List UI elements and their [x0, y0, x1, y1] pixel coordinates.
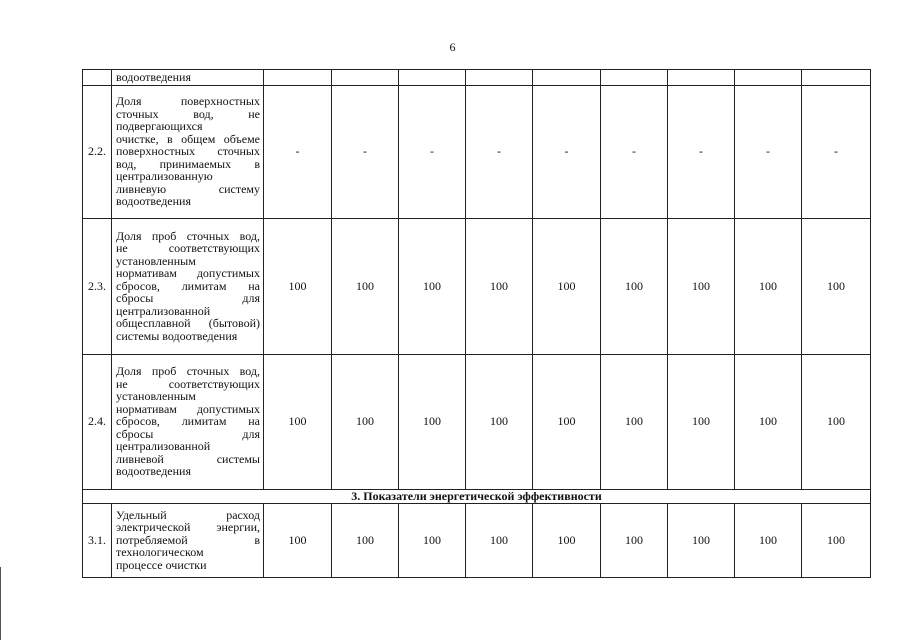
description-line: водоотведения: [116, 194, 191, 209]
value-cell: 100: [735, 218, 802, 354]
row-number-cell: 2.2.: [83, 85, 112, 218]
value-cell: 100: [533, 354, 601, 489]
value-cell: 100: [264, 354, 332, 489]
value-cell: -: [466, 85, 533, 218]
description-line: подвергающихся: [116, 119, 203, 134]
section-header-row: [83, 489, 871, 503]
description-line: сбросы для: [116, 426, 260, 441]
row-number-cell: 2.3.: [83, 218, 112, 354]
description-line: очистке, в общем объеме: [116, 131, 260, 146]
value-cell: 100: [466, 503, 533, 577]
value-cell: -: [735, 85, 802, 218]
description-line: ливневую систему: [116, 181, 260, 196]
table-row: [83, 85, 871, 218]
value-cell: 100: [668, 503, 735, 577]
value-cell: -: [802, 85, 871, 218]
row-description-cell: [112, 85, 264, 218]
value-cell: -: [264, 85, 332, 218]
value-cell: 100: [264, 218, 332, 354]
value-cell: 100: [533, 218, 601, 354]
value-cell: 100: [601, 503, 668, 577]
value-cell: 100: [735, 354, 802, 489]
description-line: установленным: [116, 389, 196, 404]
description-line: сточных вод, не: [116, 106, 260, 121]
value-cell: 100: [466, 354, 533, 489]
description-line: централизованную: [116, 169, 213, 184]
scan-edge-mark: [0, 567, 1, 640]
value-cell: -: [668, 85, 735, 218]
row-description-cell: [112, 354, 264, 489]
row-description-cell: [112, 218, 264, 354]
value-cell: -: [399, 85, 466, 218]
value-cell: [466, 70, 533, 86]
value-cell: -: [533, 85, 601, 218]
value-cell: 100: [466, 218, 533, 354]
description-line: общесплавной (бытовой): [116, 316, 260, 331]
description-line: поверхностных сточных: [116, 144, 260, 159]
description-line: технологическом: [116, 545, 204, 560]
value-cell: 100: [668, 218, 735, 354]
description-line: электрической энергии,: [116, 520, 260, 535]
description-line: сбросов, лимитам на: [116, 414, 260, 429]
value-cell: 100: [332, 503, 399, 577]
description-line: Доля проб сточных вод,: [116, 228, 260, 243]
value-cell: -: [601, 85, 668, 218]
value-cell: 100: [802, 503, 871, 577]
value-cell: 100: [802, 218, 871, 354]
description-line: установленным: [116, 253, 196, 268]
description-line: системы водоотведения: [116, 328, 238, 343]
value-cell: [533, 70, 601, 86]
description-line: нормативам допустимых: [116, 401, 260, 416]
value-cell: 100: [399, 503, 466, 577]
indicators-table: [82, 69, 871, 578]
value-cell: [264, 70, 332, 86]
table-row: [83, 70, 871, 86]
page-number: 6: [449, 40, 456, 54]
value-cell: [332, 70, 399, 86]
value-cell: 100: [533, 503, 601, 577]
value-cell: [668, 70, 735, 86]
value-cell: [601, 70, 668, 86]
description-line: не соответствующих: [116, 241, 260, 256]
description-line: централизованной: [116, 439, 211, 454]
value-cell: 100: [668, 354, 735, 489]
table-row: [83, 354, 871, 489]
value-cell: 100: [264, 503, 332, 577]
description-line: Доля поверхностных: [116, 94, 260, 109]
section-title: 3. Показатели энергетической эффективности: [83, 489, 871, 503]
description-line: вод, принимаемых в: [116, 156, 260, 171]
description-line: ливневой системы: [116, 451, 260, 466]
value-cell: 100: [601, 354, 668, 489]
description-line: нормативам допустимых: [116, 266, 260, 281]
value-cell: [802, 70, 871, 86]
row-description-cell: водоотведения: [112, 70, 264, 86]
value-cell: [399, 70, 466, 86]
value-cell: -: [332, 85, 399, 218]
description-line: Удельный расход: [116, 507, 260, 522]
description-line: потребляемой в: [116, 532, 260, 547]
row-description-cell: [112, 503, 264, 577]
description-line: Доля проб сточных вод,: [116, 364, 260, 379]
description-line: не соответствующих: [116, 376, 260, 391]
description-line: сбросы для: [116, 291, 260, 306]
row-number-cell: [83, 70, 112, 86]
table-row: [83, 218, 871, 354]
value-cell: 100: [332, 218, 399, 354]
value-cell: 100: [332, 354, 399, 489]
value-cell: 100: [399, 354, 466, 489]
value-cell: 100: [802, 354, 871, 489]
description-line: процессе очистки: [116, 557, 207, 572]
value-cell: 100: [601, 218, 668, 354]
value-cell: [735, 70, 802, 86]
value-cell: 100: [399, 218, 466, 354]
description-line: водоотведения: [116, 464, 191, 479]
row-number-cell: 3.1.: [83, 503, 112, 577]
description-line: сбросов, лимитам на: [116, 278, 260, 293]
description-line: централизованной: [116, 303, 211, 318]
row-number-cell: 2.4.: [83, 354, 112, 489]
table-row: [83, 503, 871, 577]
value-cell: 100: [735, 503, 802, 577]
